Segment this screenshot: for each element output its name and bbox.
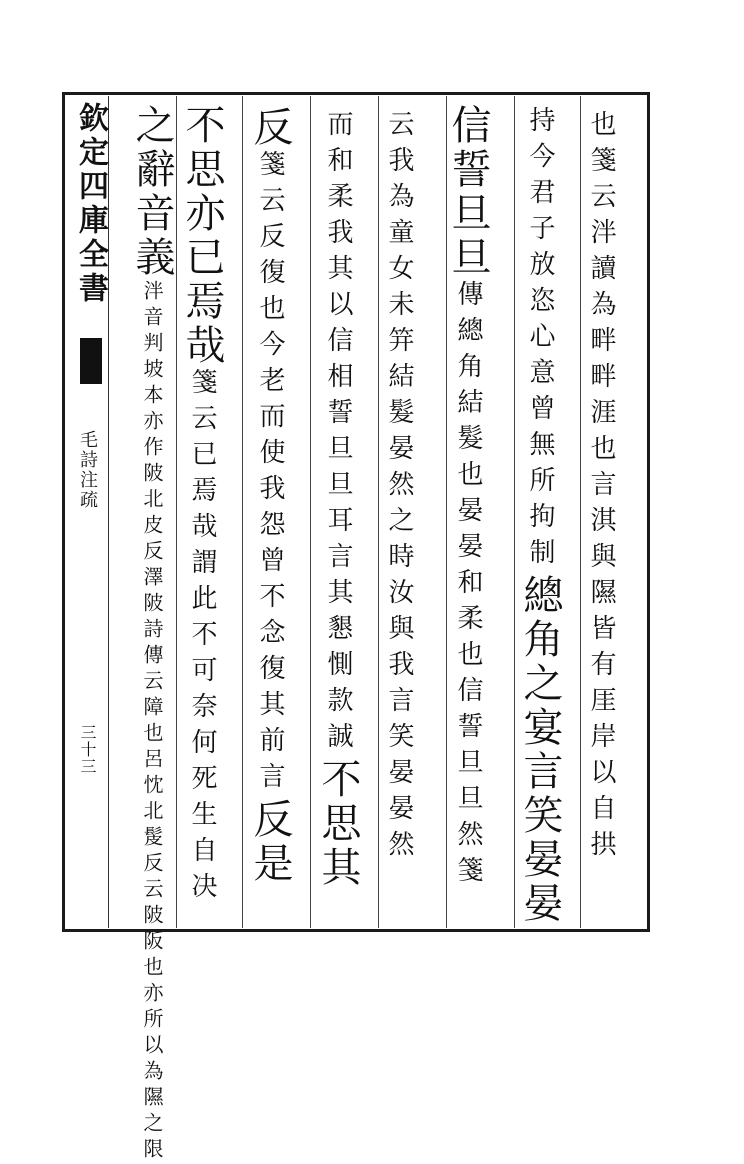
text-column-6 <box>247 106 293 926</box>
column-rule <box>242 96 243 928</box>
margin-book-title: 毛詩注疏 <box>77 430 98 510</box>
text-column-2 <box>517 106 563 926</box>
column-rule <box>378 96 379 928</box>
classic-text: 反是 <box>247 798 293 886</box>
classic-text: 之辭音義 <box>129 104 175 280</box>
margin-page-number: 三十三 <box>78 724 97 775</box>
commentary-text: 箋云反復也今老而使我怨曾不念復其前言 <box>255 150 285 798</box>
text-column-3 <box>445 104 491 924</box>
classic-text: 不思其 <box>315 758 361 890</box>
text-column-7 <box>179 104 225 924</box>
column-rule <box>310 96 311 928</box>
classic-text: 不思亦已焉哉 <box>179 104 225 368</box>
commentary-text: 而和柔我其以信相誓旦旦耳言其懇惻款誠 <box>323 110 353 758</box>
fish-tail-mark <box>80 338 102 384</box>
classic-text: 反 <box>247 106 293 150</box>
text-column-8 <box>116 104 175 1164</box>
column-rule <box>176 96 177 928</box>
commentary-text: 泮音判坡本亦作陂北皮反澤陂詩傳云障也呂忱北髲反云陂阪也亦所以為隰之限 <box>140 280 164 1164</box>
classic-text: 總角之宴言笑晏晏 <box>517 574 563 926</box>
commentary-text: 傳總角結髮也晏晏和柔也信誓旦旦然箋 <box>453 280 483 892</box>
commentary-text: 箋云已焉哉謂此不可奈何死生自决 <box>187 368 217 908</box>
text-column-1: 也箋云泮讀為畔畔涯也言淇與隰皆有厓岸以自拱 <box>586 110 616 866</box>
column-rule <box>514 96 515 928</box>
text-column-5 <box>315 110 361 930</box>
commentary-text: 持今君子放恣心意曾無所拘制 <box>525 106 555 574</box>
column-rule <box>580 96 581 928</box>
margin-title: 欽定四庫全書 <box>73 102 108 306</box>
classic-text: 信誓旦旦 <box>445 104 491 280</box>
text-column-4: 云我為童女未笄結髮晏然之時汝與我言笑晏晏然 <box>384 110 414 866</box>
